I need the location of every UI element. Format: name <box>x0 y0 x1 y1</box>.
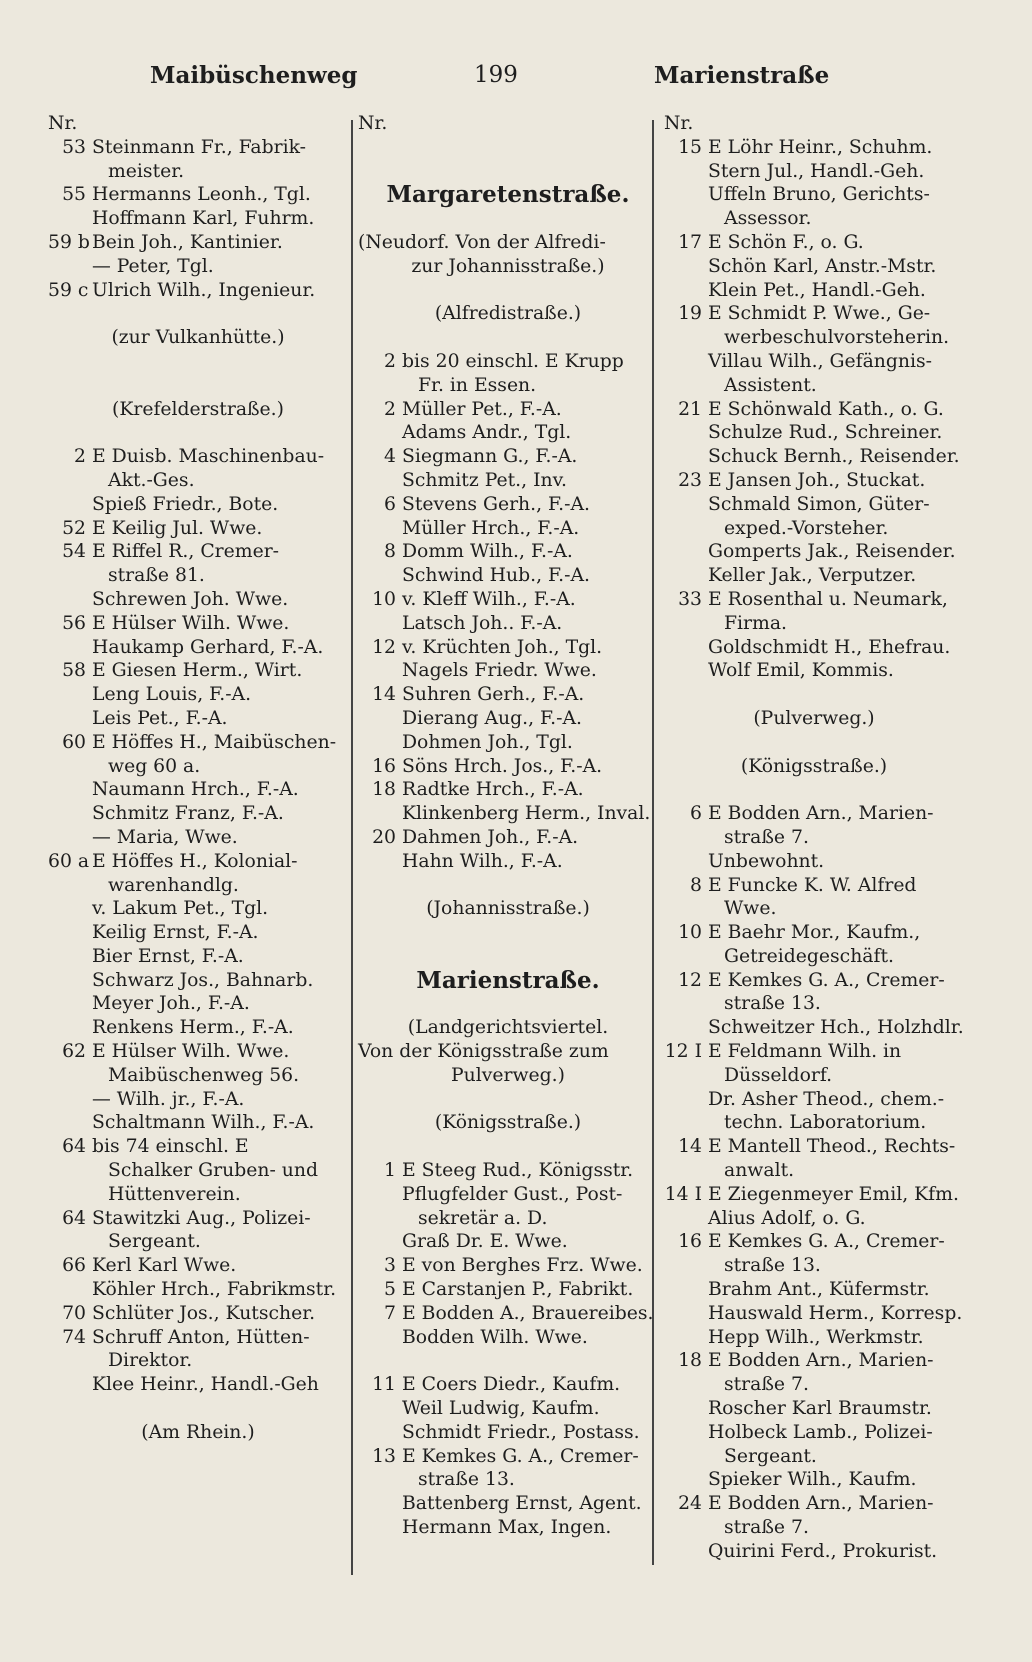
entry-text: E Bodden A., Brauereibes. <box>402 1302 654 1324</box>
resident-line: v. Lakum Pet., Tgl. <box>92 898 269 920</box>
entry-text: E Baehr Mor., Kaufm., <box>708 922 921 944</box>
directory-entry <box>358 588 658 612</box>
cross-street-note: (Königsstraße.) <box>434 1112 582 1134</box>
resident-line: Gomperts Jak., Reisender. <box>708 541 956 563</box>
directory-entry <box>48 731 348 755</box>
entry-text: v. Krüchten Joh., Tgl. <box>402 636 603 658</box>
cross-street-note: (Krefelderstraße.) <box>112 398 284 420</box>
directory-entry <box>358 1445 658 1469</box>
cross-street-note: (Am Rhein.) <box>141 1421 255 1443</box>
resident-line: Quirini Ferd., Prokurist. <box>708 1540 938 1562</box>
directory-entry <box>664 1183 964 1207</box>
directory-entry <box>48 136 348 160</box>
entry-text: Bein Joh., Kantinier. <box>92 231 283 253</box>
resident-line: Bodden Wilh. Wwe. <box>402 1326 588 1348</box>
spacer <box>358 279 658 303</box>
spacer <box>48 374 348 398</box>
entry-text: Stawitzki Aug., Polizei- <box>92 1207 311 1229</box>
house-number: 66 <box>62 1255 86 1277</box>
resident-line: Hoffmann Karl, Fuhrm. <box>92 208 315 230</box>
entry-continuation: straße 13. <box>724 993 821 1015</box>
directory-entry <box>48 183 348 207</box>
directory-entry <box>358 683 658 707</box>
entry-continuation: Wwe. <box>724 898 777 920</box>
house-number: 7 <box>384 1302 396 1324</box>
directory-entry <box>664 874 964 898</box>
resident-line: Goldschmidt H., Ehefrau. <box>708 636 951 658</box>
spacer <box>48 350 348 374</box>
directory-entry <box>358 445 658 469</box>
entry-continuation: Schalker Gruben- und <box>108 1160 318 1182</box>
house-number: 12 I <box>664 1041 702 1063</box>
entry-text: E Höffes H., Maibüschen- <box>92 731 337 753</box>
directory-entry <box>48 231 348 255</box>
directory-entry <box>358 1159 658 1183</box>
resident-line: Hepp Wilh., Werkmstr. <box>708 1326 924 1348</box>
entry-continuation: straße 7. <box>724 1517 809 1539</box>
house-number: 14 <box>372 684 396 706</box>
entry-text: Schruff Anton, Hütten- <box>92 1326 310 1348</box>
spacer <box>358 1135 658 1159</box>
entry-continuation: straße 13. <box>724 1255 821 1277</box>
house-number: 15 <box>678 136 702 158</box>
resident-line: Adams Andr., Tgl. <box>402 422 572 444</box>
house-number: 11 <box>372 1374 396 1396</box>
entry-continuation: Fr. in Essen. <box>418 374 537 396</box>
entry-text: Suhren Gerh., F.-A. <box>402 684 585 706</box>
resident-line: Köhler Hrch., Fabrikmstr. <box>92 1279 337 1301</box>
directory-entry <box>664 469 964 493</box>
resident-line: Klinkenberg Herm., Inval. <box>402 803 651 825</box>
entry-continuation: techn. Laboratorium. <box>724 1112 927 1134</box>
directory-entry <box>358 1373 658 1397</box>
house-number: 4 <box>384 446 396 468</box>
entry-text: v. Kleff Wilh., F.-A. <box>402 588 576 610</box>
house-number: 14 I <box>664 1183 702 1205</box>
entry-continuation: Sergeant. <box>724 1445 817 1467</box>
resident-line: Schweitzer Hch., Holzhdlr. <box>708 1017 964 1039</box>
entry-continuation: Maibüschenweg 56. <box>108 1064 300 1086</box>
directory-entry <box>664 136 964 160</box>
directory-entry <box>664 302 964 326</box>
entry-continuation: straße 13. <box>418 1469 515 1491</box>
house-number: 13 <box>372 1445 396 1467</box>
house-number: 53 <box>62 136 86 158</box>
spacer <box>664 683 964 707</box>
directory-entry <box>664 231 964 255</box>
resident-line: Hermann Max, Ingen. <box>402 1517 612 1539</box>
spacer <box>358 874 658 898</box>
house-number: 59 b <box>48 231 90 253</box>
entry-text: E Höffes H., Kolonial- <box>92 850 298 872</box>
resident-line: Meyer Joh., F.-A. <box>92 993 250 1015</box>
house-number: 64 <box>62 1136 86 1158</box>
house-number: 2 <box>384 398 396 420</box>
house-number: 56 <box>62 612 86 634</box>
entry-text: E Jansen Joh., Stuckat. <box>708 469 926 491</box>
resident-line: Stern Jul., Handl.-Geh. <box>708 160 925 182</box>
street-description: (Neudorf. Von der Alfredi- <box>358 231 606 253</box>
directory-entry <box>48 1135 348 1159</box>
entry-continuation: Firma. <box>724 612 787 634</box>
entry-continuation: Akt.-Ges. <box>108 469 195 491</box>
entry-text: Radtke Hrch., F.-A. <box>402 779 584 801</box>
column-right <box>664 112 964 1564</box>
entry-continuation: exped.-Vorsteher. <box>724 517 889 539</box>
entry-text: E Riffel R., Cremer- <box>92 541 280 563</box>
entry-continuation: werbeschulvorsteherin. <box>724 327 950 349</box>
entry-text: E Ziegenmeyer Emil, Kfm. <box>708 1183 959 1205</box>
entry-continuation: Sergeant. <box>108 1231 201 1253</box>
column-middle <box>358 112 658 1540</box>
entry-text: E Bodden Arn., Marien- <box>708 803 934 825</box>
entry-text: Söns Hrch. Jos., F.-A. <box>402 755 603 777</box>
directory-entry <box>48 1326 348 1350</box>
spacer <box>358 992 658 1016</box>
entry-text: E Funcke K. W. Alfred <box>708 874 917 896</box>
spacer <box>48 302 348 326</box>
entry-text: E Kemkes G. A., Cremer- <box>402 1445 639 1467</box>
entry-continuation: straße 7. <box>724 1374 809 1396</box>
resident-line: Brahm Ant., Küfermstr. <box>708 1279 930 1301</box>
resident-line: Pflugfelder Gust., Post- <box>402 1183 623 1205</box>
house-number: 5 <box>384 1279 396 1301</box>
house-number: 10 <box>372 588 396 610</box>
house-number: 62 <box>62 1041 86 1063</box>
entry-text: Domm Wilh., F.-A. <box>402 541 573 563</box>
house-number: 70 <box>62 1302 86 1324</box>
spacer <box>358 160 658 184</box>
entry-text: E von Berghes Frz. Wwe. <box>402 1255 643 1277</box>
house-number: 8 <box>690 874 702 896</box>
entry-continuation: Assessor. <box>724 208 812 230</box>
resident-line: Spieß Friedr., Bote. <box>92 493 279 515</box>
entry-text: E Schönwald Kath., o. G. <box>708 398 944 420</box>
house-number: 18 <box>372 779 396 801</box>
resident-line: Spieker Wilh., Kaufm. <box>708 1469 917 1491</box>
resident-line: Schmidt Friedr., Postass. <box>402 1421 640 1443</box>
directory-entry <box>664 1230 964 1254</box>
spacer <box>358 945 658 969</box>
entry-text: Ulrich Wilh., Ingenieur. <box>92 279 316 301</box>
spacer <box>358 1349 658 1373</box>
entry-continuation: meister. <box>108 160 185 182</box>
page-number: 199 <box>474 62 518 88</box>
cross-street-note: (Königsstraße.) <box>740 755 888 777</box>
house-number: 17 <box>678 231 702 253</box>
resident-line: Schön Karl, Anstr.-Mstr. <box>708 255 937 277</box>
directory-entry <box>664 921 964 945</box>
directory-entry <box>48 612 348 636</box>
directory-entry <box>358 826 658 850</box>
house-number: 64 <box>62 1207 86 1229</box>
resident-line: — Maria, Wwe. <box>92 826 238 848</box>
entry-continuation: Getreidegeschäft. <box>724 945 894 967</box>
cross-street-note: (Alfredistraße.) <box>434 303 582 325</box>
entry-text: E Rosenthal u. Neumark, <box>708 588 948 610</box>
entry-continuation: anwalt. <box>724 1160 795 1182</box>
house-number: 52 <box>62 517 86 539</box>
house-number: 18 <box>678 1350 702 1372</box>
entry-text: E Hülser Wilh. Wwe. <box>92 1041 290 1063</box>
house-number: 58 <box>62 660 86 682</box>
directory-entry <box>48 659 348 683</box>
house-number: 6 <box>384 493 396 515</box>
house-number: 2 <box>384 350 396 372</box>
house-number: 24 <box>678 1493 702 1515</box>
directory-entry <box>48 1040 348 1064</box>
directory-entry <box>48 850 348 874</box>
entry-continuation: Assistent. <box>724 374 817 396</box>
directory-entry <box>358 1254 658 1278</box>
resident-line: Schrewen Joh. Wwe. <box>92 588 289 610</box>
resident-line: Roscher Karl Braumstr. <box>708 1398 932 1420</box>
entry-text: E Schön F., o. G. <box>708 231 864 253</box>
house-number: 55 <box>62 184 86 206</box>
house-number: 54 <box>62 541 86 563</box>
resident-line: Naumann Hrch., F.-A. <box>92 779 299 801</box>
resident-line: Leng Louis, F.-A. <box>92 684 252 706</box>
directory-entry <box>664 1040 964 1064</box>
cross-street-note: (zur Vulkanhütte.) <box>111 327 285 349</box>
directory-entry <box>358 755 658 779</box>
house-number: 59 c <box>48 279 89 301</box>
column-label: Nr. <box>48 113 78 134</box>
house-number: 10 <box>678 922 702 944</box>
resident-line: Battenberg Ernst, Agent. <box>402 1493 642 1515</box>
directory-entry <box>358 1278 658 1302</box>
entry-continuation: straße 81. <box>108 565 205 587</box>
house-number: 20 <box>372 826 396 848</box>
resident-line: Unbewohnt. <box>708 850 825 872</box>
directory-entry <box>664 1492 964 1516</box>
cross-street-note: (Johannisstraße.) <box>426 898 590 920</box>
column-label: Nr. <box>358 113 388 134</box>
house-number: 16 <box>678 1231 702 1253</box>
resident-line: Leis Pet., F.-A. <box>92 707 228 729</box>
house-number: 3 <box>384 1255 396 1277</box>
directory-entry <box>358 398 658 422</box>
entry-text: Stevens Gerh., F.-A. <box>402 493 591 515</box>
house-number: 6 <box>690 803 702 825</box>
resident-line: Latsch Joh.. F.-A. <box>402 612 563 634</box>
spacer <box>358 207 658 231</box>
resident-line: Schaltmann Wilh., F.-A. <box>92 1112 315 1134</box>
house-number: 12 <box>678 969 702 991</box>
entry-text: E Carstanjen P., Fabrikt. <box>402 1279 634 1301</box>
directory-entry <box>48 1254 348 1278</box>
spacer <box>664 778 964 802</box>
cross-street-note: zur Johannisstraße.) <box>411 255 605 277</box>
resident-line: Schmitz Pet., Inv. <box>402 469 567 491</box>
resident-line: Schwind Hub., F.-A. <box>402 565 591 587</box>
directory-entry <box>48 540 348 564</box>
resident-line: Haukamp Gerhard, F.-A. <box>92 636 324 658</box>
entry-text: bis 20 einschl. E Krupp <box>402 350 624 372</box>
entry-text: Steinmann Fr., Fabrik- <box>92 136 307 158</box>
house-number: 1 <box>384 1160 396 1182</box>
resident-line: Dr. Asher Theod., chem.- <box>708 1088 945 1110</box>
directory-entry <box>358 636 658 660</box>
directory-entry <box>358 540 658 564</box>
resident-line: Keilig Ernst, F.-A. <box>92 922 259 944</box>
resident-line: Hahn Wilh., F.-A. <box>402 850 563 872</box>
header-right-street: Marienstraße <box>654 62 830 89</box>
street-heading: Margaretenstraße. <box>386 181 630 209</box>
entry-continuation: Direktor. <box>108 1350 193 1372</box>
spacer <box>48 421 348 445</box>
column-label: Nr. <box>664 113 694 134</box>
entry-text: E Steeg Rud., Königsstr. <box>402 1160 634 1182</box>
directory-entry <box>48 1302 348 1326</box>
entry-text: E Schmidt P. Wwe., Ge- <box>708 303 931 325</box>
spacer <box>48 1397 348 1421</box>
entry-text: Kerl Karl Wwe. <box>92 1255 237 1277</box>
resident-line: Schulze Rud., Schreiner. <box>708 422 943 444</box>
resident-line: Klein Pet., Handl.-Geh. <box>708 279 926 301</box>
house-number: 21 <box>678 398 702 420</box>
resident-line: Keller Jak., Verputzer. <box>708 565 917 587</box>
resident-line: Hauswald Herm., Korresp. <box>708 1302 963 1324</box>
entry-text: E Giesen Herm., Wirt. <box>92 660 303 682</box>
resident-line: Holbeck Lamb., Polizei- <box>708 1421 933 1443</box>
entry-text: E Keilig Jul. Wwe. <box>92 517 263 539</box>
header-left-street: Maibüschenweg <box>150 62 358 89</box>
directory-entry <box>358 778 658 802</box>
directory-entry <box>48 517 348 541</box>
resident-line: Schmitz Franz, F.-A. <box>92 803 284 825</box>
entry-text: Siegmann G., F.-A. <box>402 446 578 468</box>
entry-continuation: warenhandlg. <box>108 874 239 896</box>
entry-text: E Kemkes G. A., Cremer- <box>708 1231 945 1253</box>
directory-entry <box>664 802 964 826</box>
house-number: 2 <box>74 446 86 468</box>
spacer <box>358 136 658 160</box>
spacer <box>358 326 658 350</box>
resident-line: Villau Wilh., Gefängnis- <box>708 350 932 372</box>
entry-text: E Löhr Heinr., Schuhm. <box>708 136 933 158</box>
directory-entry <box>48 1207 348 1231</box>
resident-line: Müller Hrch., F.-A. <box>402 517 580 539</box>
entry-text: E Duisb. Maschinenbau- <box>92 446 325 468</box>
entry-text: Hermanns Leonh., Tgl. <box>92 184 311 206</box>
entry-text: E Bodden Arn., Marien- <box>708 1493 934 1515</box>
directory-entry <box>664 1135 964 1159</box>
directory-entry <box>664 588 964 612</box>
resident-line: Schwarz Jos., Bahnarb. <box>92 969 314 991</box>
resident-line: Renkens Herm., F.-A. <box>92 1017 294 1039</box>
street-description: Von der Königsstraße zum <box>358 1041 609 1063</box>
house-number: 60 a <box>48 850 90 872</box>
directory-entry <box>664 398 964 422</box>
cross-street-note: (Pulverweg.) <box>753 707 875 729</box>
entry-text: E Bodden Arn., Marien- <box>708 1350 934 1372</box>
spacer <box>358 921 658 945</box>
resident-line: Dohmen Joh., Tgl. <box>402 731 573 753</box>
resident-line: Klee Heinr., Handl.-Geh <box>92 1374 319 1396</box>
directory-entry <box>664 1349 964 1373</box>
directory-entry <box>358 350 658 374</box>
entry-text: Schlüter Jos., Kutscher. <box>92 1302 316 1324</box>
street-heading: Marienstraße. <box>416 966 600 994</box>
entry-text: E Coers Diedr., Kaufm. <box>402 1374 621 1396</box>
entry-continuation: sekretär a. D. <box>418 1207 548 1229</box>
spacer <box>664 731 964 755</box>
resident-line: Uffeln Bruno, Gerichts- <box>708 184 930 206</box>
house-number: 8 <box>384 541 396 563</box>
resident-line: Weil Ludwig, Kaufm. <box>402 1398 600 1420</box>
resident-line: Bier Ernst, F.-A. <box>92 945 244 967</box>
resident-line: Wolf Emil, Kommis. <box>708 660 894 682</box>
house-number: 74 <box>62 1326 86 1348</box>
entry-text: E Hülser Wilh. Wwe. <box>92 612 290 634</box>
resident-line: Schuck Bernh., Reisender. <box>708 446 960 468</box>
house-number: 33 <box>678 588 702 610</box>
entry-text: Dahmen Joh., F.-A. <box>402 826 579 848</box>
house-number: 60 <box>62 731 86 753</box>
spacer <box>358 1088 658 1112</box>
entry-text: Müller Pet., F.-A. <box>402 398 562 420</box>
resident-line: Dierang Aug., F.-A. <box>402 707 582 729</box>
resident-line: Graß Dr. E. Wwe. <box>402 1231 568 1253</box>
directory-entry <box>358 493 658 517</box>
resident-line: Alius Adolf, o. G. <box>708 1207 866 1229</box>
resident-line: Nagels Friedr. Wwe. <box>402 660 597 682</box>
house-number: 19 <box>678 303 702 325</box>
column-divider <box>351 120 353 1575</box>
entry-text: E Mantell Theod., Rechts- <box>708 1136 956 1158</box>
house-number: 23 <box>678 469 702 491</box>
entry-text: E Kemkes G. A., Cremer- <box>708 969 945 991</box>
resident-line: Schmald Simon, Güter- <box>708 493 930 515</box>
directory-entry <box>358 1302 658 1326</box>
entry-continuation: weg 60 a. <box>108 755 201 777</box>
cross-street-note: (Landgerichtsviertel. <box>407 1017 609 1039</box>
house-number: 16 <box>372 755 396 777</box>
entry-text: bis 74 einschl. E <box>92 1136 249 1158</box>
directory-entry <box>48 445 348 469</box>
entry-continuation: straße 7. <box>724 826 809 848</box>
column-left <box>48 112 348 1445</box>
house-number: 14 <box>678 1136 702 1158</box>
entry-continuation: Hüttenverein. <box>108 1183 241 1205</box>
directory-entry <box>664 969 964 993</box>
house-number: 12 <box>372 636 396 658</box>
resident-line: — Wilh. jr., F.-A. <box>92 1088 245 1110</box>
cross-street-note: Pulverweg.) <box>451 1064 565 1086</box>
entry-text: E Feldmann Wilh. in <box>708 1041 902 1063</box>
entry-continuation: Düsseldorf. <box>724 1064 833 1086</box>
resident-line: — Peter, Tgl. <box>92 255 214 277</box>
directory-entry <box>48 279 348 303</box>
